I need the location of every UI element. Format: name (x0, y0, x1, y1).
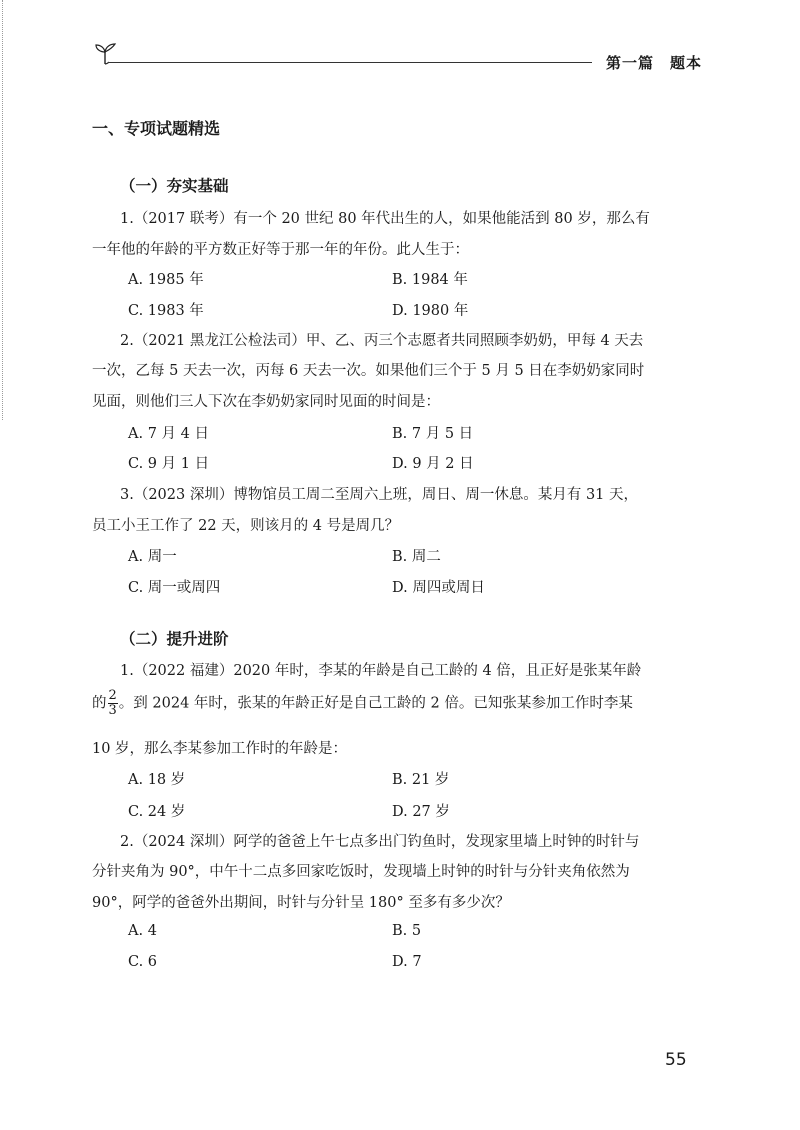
p2-q2-option-c: C. 6 (128, 954, 158, 970)
fraction (108, 689, 118, 718)
part2-title: （二）提升进阶 (120, 630, 229, 648)
q1-option-a: A. 1985 年 (128, 272, 204, 288)
q2-line2: 一次，乙每 5 天去一次，丙每 6 天去一次。如果他们三个于 5 月 5 日在李奶奶家同时 (92, 363, 645, 379)
p2-q2-option-d: D. 7 (392, 954, 422, 970)
p2-q1-line2-pre: 的 (92, 695, 107, 712)
q2-option-c: C. 9 月 1 日 (128, 456, 210, 472)
p2-q1-line1: 1.（2022 福建）2020 年时，李某的年龄是自己工龄的 4 倍，且正好是张某年龄 (120, 663, 642, 679)
q1-line2: 一年他的年龄的平方数正好等于那一年的年份。此人生于： (92, 242, 469, 258)
q1-line1: 1.（2017 联考）有一个 20 世纪 80 年代出生的人，如果他能活到 80 岁，那么有 (120, 211, 650, 227)
q2-option-d: D. 9 月 2 日 (392, 456, 474, 472)
q2-option-b: B. 7 月 5 日 (392, 426, 474, 442)
p2-q2-line2: 分针夹角为 90°，中午十二点多回家吃饭时，发现墙上时钟的时针与分针夹角依然为 (92, 864, 630, 880)
p2-q2-line3: 90°，阿学的爸爸外出期间，时针与分针呈 180° 至多有多少次？ (92, 895, 510, 911)
header-title: 第一篇 题本 (606, 54, 703, 72)
fraction-numerator: 2 (108, 688, 117, 703)
p2-q2-option-b: B. 5 (392, 923, 422, 939)
q3-option-d: D. 周四或周日 (392, 580, 485, 596)
section-title: 一、专项试题精选 (92, 119, 221, 138)
q2-line1: 2.（2021 黑龙江公检法司）甲、乙、丙三个志愿者共同照顾李奶奶，甲每 4 天去 (120, 333, 644, 349)
q1-option-c: C. 1983 年 (128, 303, 204, 319)
q3-option-b: B. 周二 (392, 549, 441, 565)
part1-title: （一）夯实基础 (120, 177, 229, 195)
fraction-denominator: 3 (108, 703, 117, 718)
header-rule (108, 62, 592, 63)
q3-line2: 员工小王工作了 22 天，则该月的 4 号是周几？ (92, 518, 400, 534)
p2-q2-line1: 2.（2024 深圳）阿学的爸爸上午七点多出门钓鱼时，发现家里墙上时钟的时针与 (120, 834, 640, 850)
p2-q2-option-a: A. 4 (128, 923, 157, 939)
q1-option-b: B. 1984 年 (392, 272, 468, 288)
p2-q1-line2 (92, 689, 633, 718)
q2-option-a: A. 7 月 4 日 (128, 426, 209, 442)
p2-q1-option-c: C. 24 岁 (128, 804, 186, 820)
q3-option-c: C. 周一或周四 (128, 580, 221, 596)
q2-line3: 见面，则他们三人下次在李奶奶家同时见面的时间是： (92, 394, 440, 410)
page-number: 55 (665, 1050, 687, 1070)
scan-edge-mark (2, 0, 5, 420)
q3-line1: 3.（2023 深圳）博物馆员工周二至周六上班，周日、周一休息。某月有 31 天， (120, 487, 639, 503)
p2-q1-option-b: B. 21 岁 (392, 772, 450, 788)
p2-q1-option-d: D. 27 岁 (392, 804, 450, 820)
q1-option-d: D. 1980 年 (392, 303, 469, 319)
p2-q1-line2-post: 。到 2024 年时，张某的年龄正好是自己工龄的 2 倍。已知张某参加工作时李某 (118, 695, 633, 712)
q3-option-a: A. 周一 (128, 549, 177, 565)
p2-q1-option-a: A. 18 岁 (128, 772, 186, 788)
p2-q1-line3: 10 岁，那么李某参加工作时的年龄是： (92, 741, 348, 757)
